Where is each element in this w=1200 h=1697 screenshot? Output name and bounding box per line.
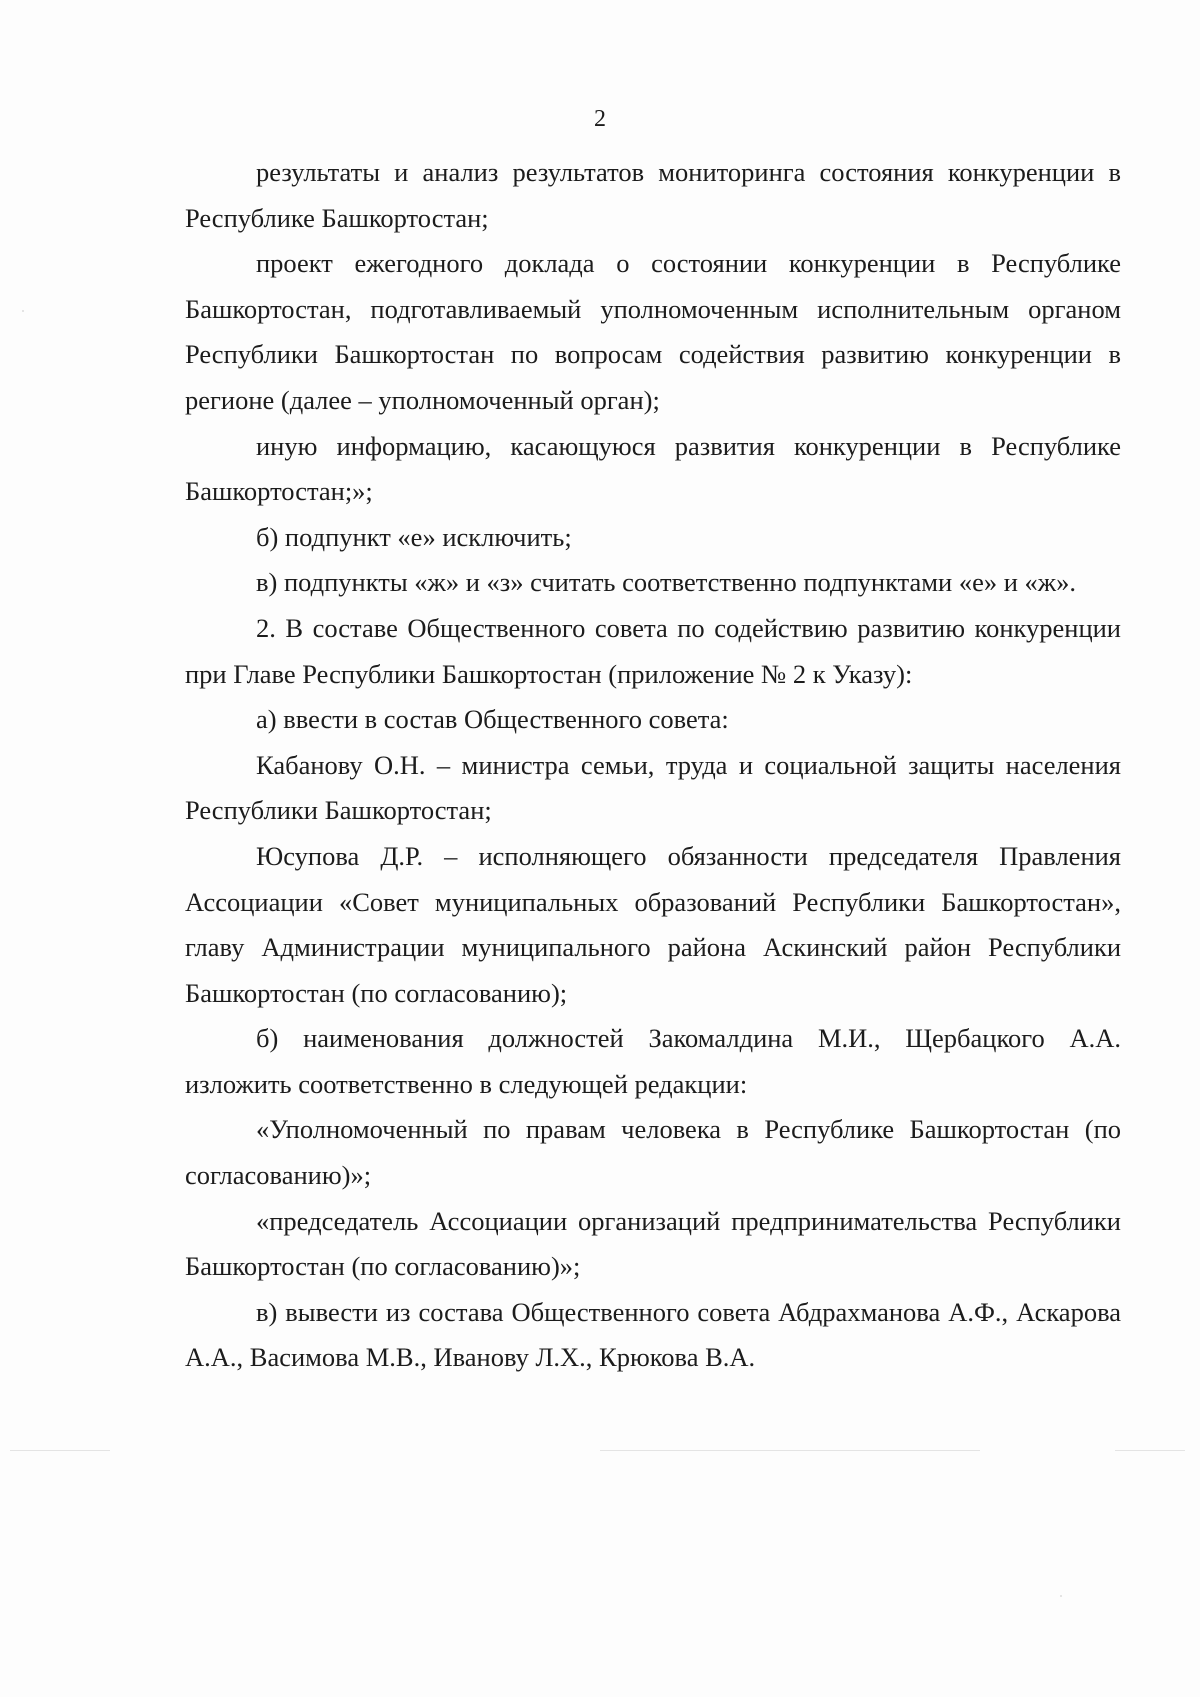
paragraph-annual-report: проект ежегодного доклада о состоянии конкуренции в Республике Башкортостан, подготавливаемый уполномоченным исполнительным органом Республики Башкортостан по вопросам содействия развитию конкуренции в регионе (далее – уполномоченный орган); xyxy=(185,248,1121,415)
paragraph-exclude-subitem-e: б) подпункт «е» исключить; xyxy=(256,521,572,552)
scan-artifact-line xyxy=(1115,1450,1185,1451)
scan-artifact-speck xyxy=(1060,1595,1062,1597)
paragraph-member-kabanova: Кабанову О.Н. – министра семьи, труда и социальной защиты населения Республики Башкортостан; xyxy=(185,749,1121,826)
paragraph-add-members: а) ввести в состав Общественного совета: xyxy=(256,704,729,735)
paragraph-renumber-subitems: в) подпункты «ж» и «з» считать соответственно подпунктами «е» и «ж». xyxy=(256,567,1076,598)
paragraph-monitoring-results: результаты и анализ результатов мониторинга состояния конкуренции в Республике Башкортостан; xyxy=(185,157,1121,233)
paragraph-association-chair-title: «председатель Ассоциации организаций предпринимательства Республики Башкортостан (по согласованию)»; xyxy=(185,1205,1121,1282)
scan-artifact-line xyxy=(600,1450,980,1451)
scan-artifact-line xyxy=(10,1450,110,1451)
document-body xyxy=(185,150,1121,1381)
paragraph-remove-members: в) вывести из состава Общественного совета Абдрахманова А.Ф., Аскарова А.А., Васимова М.В., Иванову Л.Х., Крюкова В.А. xyxy=(185,1296,1121,1373)
paragraph-position-titles: б) наименования должностей Закомалдина М.И., Щербацкого А.А. изложить соответственно в следующей редакции: xyxy=(185,1023,1121,1099)
page-number: 2 xyxy=(594,106,606,132)
scan-artifact-speck xyxy=(22,310,24,312)
paragraph-council-composition: 2. В составе Общественного совета по содействию развитию конкуренции при Главе Республики Башкортостан (приложение № 2 к Указу): xyxy=(185,612,1121,689)
paragraph-member-yusupov: Юсупова Д.Р. – исполняющего обязанности председателя Правления Ассоциации «Совет муниципальных образований Республики Башкортостан», главу Администрации муниципального района Аскинский район Республики Башкортостан (по согласованию); xyxy=(185,840,1121,1008)
paragraph-other-information: иную информацию, касающуюся развития конкуренции в Республике Башкортостан;»; xyxy=(185,430,1121,507)
paragraph-ombudsman-title: «Уполномоченный по правам человека в Республике Башкортостан (по согласованию)»; xyxy=(185,1114,1121,1191)
